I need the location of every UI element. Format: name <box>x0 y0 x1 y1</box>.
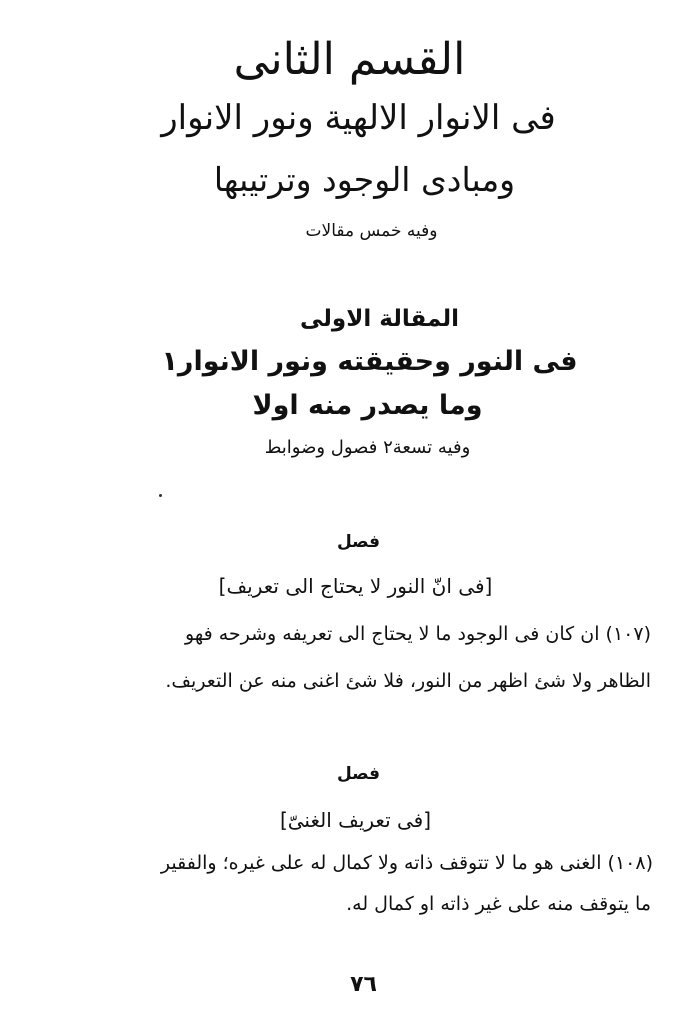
part-title: القسم الثانى <box>233 34 466 85</box>
section-2-bracket-title: [فى تعريف الغنىّ] <box>279 808 432 832</box>
maqala-note: وفيه تسعة٢ فصول وضوابط <box>264 437 471 458</box>
section-2-line-2: ما يتوقف منه على غير ذاته او كمال له. <box>346 893 651 915</box>
maqala-title: المقالة الاولى <box>300 306 459 332</box>
part-subtitle-line-2: ومبادى الوجود وترتيبها <box>213 160 516 199</box>
page-number: ٧٦ <box>350 972 377 997</box>
maqala-subtitle-line-2: وما يصدر منه اولا <box>252 390 483 421</box>
section-2-heading: فصل <box>336 764 381 784</box>
section-1-line-1: (١٠٧) ان كان فى الوجود ما لا يحتاج الى تعريفه وشرحه فهو <box>185 623 651 645</box>
section-1-bracket-title: [فى انّ النور لا يحتاج الى تعريف] <box>218 574 493 598</box>
maqala-subtitle-line-1: فى النور وحقيقته ونور الانوار١ <box>161 346 578 377</box>
part-note: وفيه خمس مقالات <box>305 221 438 241</box>
section-2-line-1: (١٠٨) الغنى هو ما لا تتوقف ذاته ولا كمال له على غيره؛ والفقير <box>160 852 653 874</box>
section-1-heading: فصل <box>336 532 381 552</box>
section-1-line-2: الظاهر ولا شئ اظهر من النور، فلا شئ اغنى منه عن التعريف. <box>165 670 651 692</box>
part-subtitle-line-1: فى الانوار الالهية ونور الانوار <box>161 98 556 138</box>
paper-speck <box>159 494 162 497</box>
